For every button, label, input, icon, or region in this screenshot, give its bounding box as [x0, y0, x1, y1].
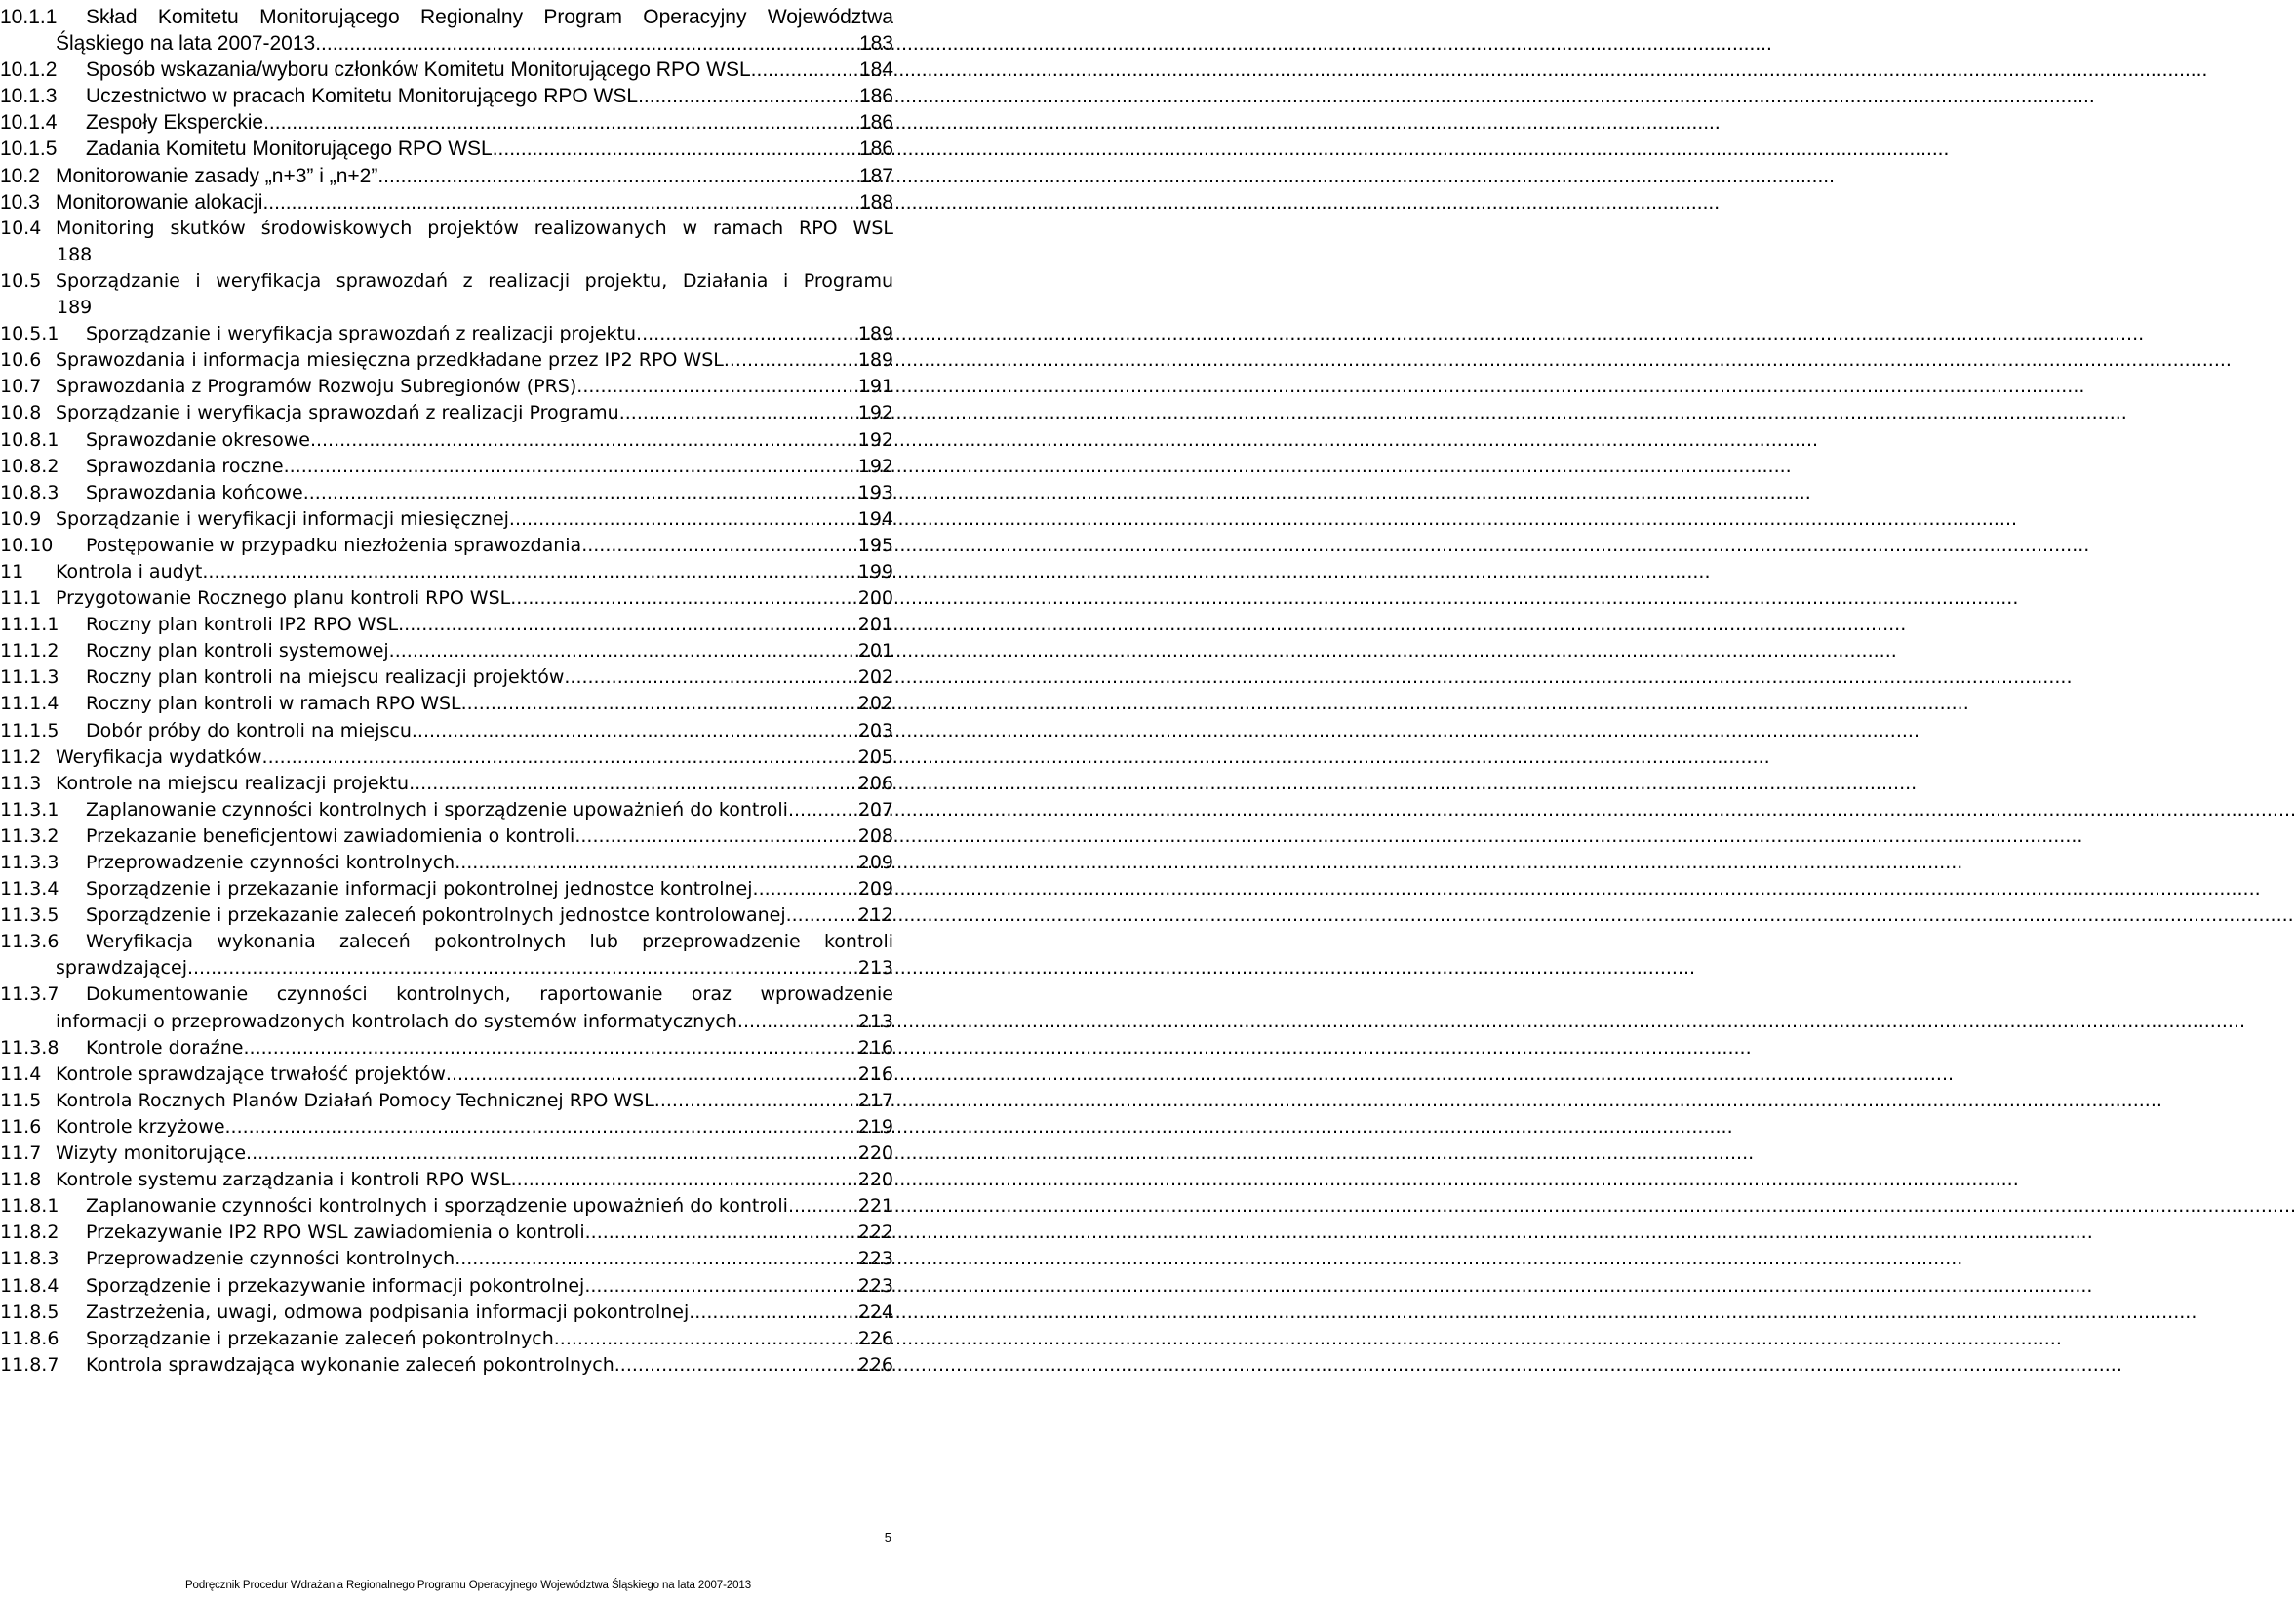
toc-entry[interactable] [0, 850, 893, 876]
toc-leader-dots [412, 718, 856, 744]
toc-leader-dots [455, 1246, 856, 1272]
toc-entry-title: Sporządzenie i przekazanie zaleceń pokontrolnych jednostce kontrolowanej [86, 904, 786, 927]
toc-entry-title: Sposób wskazania/wyboru członków Komitetu Monitorującego RPO WSL [86, 59, 751, 82]
toc-entry[interactable] [0, 585, 893, 612]
toc-entry-number: 11.8.6 [0, 1327, 59, 1349]
toc-entry-number: 10.8 [0, 402, 42, 424]
toc-leader-dots [244, 1035, 856, 1062]
toc-leader-dots [751, 57, 857, 83]
toc-entry-number: 11.1.4 [0, 693, 59, 715]
toc-entry-page: 183 [858, 32, 893, 56]
toc-entry-number: 11.3.2 [0, 824, 59, 847]
toc-entry-number: 11.1.5 [0, 719, 59, 741]
toc-leader-dots [576, 374, 855, 400]
toc-entry[interactable] [0, 1300, 893, 1326]
toc-entry-number: 11.8.7 [0, 1353, 59, 1376]
toc-entry-title: Roczny plan kontroli na miejscu realizacji projektów [86, 666, 565, 689]
toc-entry-title: Roczny plan kontroli IP2 RPO WSL [86, 614, 399, 636]
toc-entry-number: 10.8.1 [0, 428, 59, 451]
toc-entry-number: 11.5 [0, 1089, 42, 1111]
toc-entry[interactable] [0, 929, 893, 982]
toc-entry-page: 209 [857, 878, 893, 901]
toc-leader-dots [493, 136, 857, 162]
toc-entry-title: Przeprowadzenie czynności kontrolnych [86, 852, 455, 873]
toc-leader-dots [788, 797, 856, 823]
toc-entry-number: 11.3 [0, 772, 42, 794]
toc-entry-number: 11.1.2 [0, 640, 59, 662]
toc-entry-page: 191 [857, 376, 893, 398]
toc-entry[interactable] [0, 902, 893, 929]
toc-leader-dots [638, 83, 857, 109]
toc-entry-page: 189 [857, 323, 893, 345]
toc-leader-dots [409, 771, 856, 797]
toc-entry[interactable] [0, 559, 893, 585]
toc-entry-title: Zaplanowanie czynności kontrolnych i sporządzenie upoważnień do kontroli [86, 1195, 788, 1218]
toc-leader-dots [574, 823, 855, 850]
toc-entry-title: Sporządzanie i weryfikacja sprawozdań z realizacji Programu [56, 402, 619, 424]
toc-entry-number: 10.1.4 [0, 111, 58, 135]
toc-entry-page: 188 [858, 190, 893, 214]
toc-entry[interactable] [0, 427, 893, 454]
toc-entry-number: 11 [0, 560, 24, 582]
toc-entry-title: Roczny plan kontroli systemowej [86, 640, 389, 662]
toc-entry[interactable] [0, 718, 893, 744]
toc-entry-page: 220 [857, 1142, 893, 1165]
toc-entry-number: 11.3.1 [0, 798, 59, 821]
toc-entry[interactable] [0, 374, 893, 400]
toc-entry-number: 10.8.3 [0, 481, 59, 503]
toc-entry-title: Uczestnictwo w pracach Komitetu Monitorującego RPO WSL [86, 85, 639, 108]
toc-entry-number: 11.1.1 [0, 614, 59, 636]
toc-entry[interactable] [0, 771, 893, 797]
toc-leader-dots [786, 902, 856, 929]
toc-entry[interactable] [0, 321, 893, 347]
toc-entry-title: Zaplanowanie czynności kontrolnych i sporządzenie upoważnień do kontroli [86, 798, 788, 821]
toc-entry-title: Sporządzenie i przekazywanie informacji pokontrolnej [86, 1274, 585, 1297]
toc-entry-title: Kontrola Rocznych Planów Działań Pomocy Technicznej RPO WSL [56, 1089, 654, 1111]
toc-entry-number: 11.3.5 [0, 904, 59, 927]
toc-entry-number: 11.1 [0, 587, 42, 610]
toc-entry-title: Kontrole doraźne [86, 1036, 244, 1059]
toc-entry[interactable] [0, 347, 893, 374]
toc-entry-number: 11.3.4 [0, 878, 59, 901]
toc-entry[interactable] [0, 876, 893, 902]
toc-entry-page: 223 [857, 1248, 893, 1270]
toc-entry-page: 186 [858, 138, 893, 161]
toc-entry-page: 189 [57, 297, 93, 319]
toc-entry-page: 208 [857, 824, 893, 847]
toc-leader-dots [262, 744, 856, 771]
toc-entry-page: 192 [857, 428, 893, 451]
toc-leader-dots [262, 189, 857, 216]
toc-leader-dots [654, 1088, 856, 1114]
toc-entry-title: Kontrole systemu zarządzania i kontroli RPO WSL [56, 1169, 511, 1191]
toc-leader-dots [455, 850, 856, 876]
toc-entry-page: 186 [858, 111, 893, 135]
toc-entry-page: 201 [857, 640, 893, 662]
toc-leader-dots [554, 1326, 856, 1352]
toc-entry-title: Sporządzanie i weryfikacji informacji miesięcznej [56, 507, 509, 530]
toc-leader-dots [303, 480, 856, 506]
toc-entry-number: 11.8.5 [0, 1301, 59, 1323]
toc-entry-title: Roczny plan kontroli w ramach RPO WSL [86, 693, 461, 715]
toc-entry-title-continued: sprawdzającej [56, 957, 187, 980]
toc-entry-title: Weryfikacja wydatków [56, 745, 262, 768]
toc-entry-number: 10.8.2 [0, 455, 59, 477]
toc-entry-page: 205 [857, 745, 893, 768]
toc-leader-dots [315, 30, 857, 57]
toc-leader-dots [788, 1193, 856, 1220]
toc-entry-page: 192 [857, 455, 893, 477]
toc-entry-title: Postępowanie w przypadku niezłożenia sprawozdania [86, 534, 582, 556]
toc-entry-title: Sprawozdanie okresowe [86, 428, 310, 451]
toc-entry[interactable] [0, 57, 893, 83]
toc-entry-title: Monitorowanie zasady „n+3” i „n+2” [56, 164, 378, 187]
toc-entry[interactable] [0, 1035, 893, 1062]
toc-entry-page: 224 [857, 1301, 893, 1323]
toc-entry-page: 187 [858, 164, 893, 187]
toc-leader-dots [225, 1114, 856, 1141]
toc-entry-title: Zadania Komitetu Monitorującego RPO WSL [86, 138, 493, 161]
toc-entry-number: 10.4 [0, 217, 42, 239]
toc-leader-dots [581, 533, 856, 559]
toc-entry-page: 217 [857, 1089, 893, 1111]
toc-entry-title: Przekazywanie IP2 RPO WSL zawiadomienia o kontroli [86, 1222, 585, 1244]
toc-leader-dots [636, 321, 856, 347]
toc-entry-title: Sprawozdania roczne [86, 455, 284, 477]
toc-entry-number: 10.5.1 [0, 323, 59, 345]
toc-leader-dots [246, 1141, 856, 1167]
toc-entry-number: 11.4 [0, 1062, 42, 1085]
toc-entry-page: 221 [857, 1195, 893, 1218]
toc-entry-page: 193 [857, 481, 893, 503]
toc-entry-page: 194 [857, 507, 893, 530]
toc-entry-title: Kontrole sprawdzające trwałość projektów [56, 1062, 446, 1085]
toc-entry-number: 10.9 [0, 507, 42, 530]
toc-leader-dots [461, 691, 856, 717]
toc-entry-page: 203 [857, 719, 893, 741]
toc-leader-dots [724, 347, 856, 374]
toc-entry-page: 226 [857, 1327, 893, 1349]
toc-entry-title: Kontrole krzyżowe [56, 1115, 225, 1138]
toc-entry-page: 201 [857, 614, 893, 636]
toc-entry[interactable] [0, 823, 893, 850]
toc-entry-number: 10.5 [0, 269, 42, 292]
toc-entry-number: 11.3.6 [0, 931, 59, 953]
toc-entry-number: 10.7 [0, 376, 42, 398]
toc-entry[interactable] [0, 744, 893, 771]
toc-entry-title: Zastrzeżenia, uwagi, odmowa podpisania informacji pokontrolnej [86, 1301, 690, 1323]
toc-entry-number: 10.1.1 [0, 6, 58, 28]
toc-entry-number: 11.3.7 [0, 983, 59, 1006]
toc-entry-title: Dokumentowanie czynności kontrolnych, raportowanie oraz wprowadzenie [86, 983, 893, 1006]
toc-entry-page: 195 [857, 534, 893, 556]
toc-entry[interactable] [0, 189, 893, 216]
toc-entry-number: 10.10 [0, 534, 54, 556]
toc-entry-page: 200 [857, 587, 893, 610]
toc-entry[interactable] [0, 506, 893, 533]
toc-entry-number: 11.8.3 [0, 1248, 59, 1270]
toc-entry[interactable] [0, 1088, 893, 1114]
toc-entry-number: 10.6 [0, 349, 42, 372]
toc-entry-page: 184 [858, 59, 893, 82]
toc-entry[interactable] [0, 1062, 893, 1088]
toc-entry-page: 212 [857, 904, 893, 927]
page-number: 5 [884, 1530, 891, 1544]
toc-entry-number: 10.1.5 [0, 138, 58, 161]
toc-leader-dots [377, 163, 857, 189]
toc-entry-page: 216 [857, 1036, 893, 1059]
toc-entry-number: 11.6 [0, 1115, 42, 1138]
toc-entry-number: 11.3.3 [0, 852, 59, 873]
toc-leader-dots [619, 400, 856, 426]
toc-entry-page: 207 [857, 798, 893, 821]
toc-leader-dots [446, 1062, 856, 1088]
toc-leader-dots [187, 955, 856, 982]
toc-leader-dots [389, 638, 856, 664]
toc-entry-title: Przeprowadzenie czynności kontrolnych [86, 1248, 455, 1270]
toc-entry-title: Sprawozdania końcowe [86, 481, 303, 503]
toc-entry[interactable] [0, 1246, 893, 1272]
toc-entry-number: 11.8.4 [0, 1274, 59, 1297]
toc-entry-number: 11.8 [0, 1169, 42, 1191]
toc-entry[interactable] [0, 216, 893, 268]
toc-entry-title: Sporządzanie i przekazanie zaleceń pokontrolnych [86, 1327, 554, 1349]
toc-entry-number: 10.2 [0, 164, 40, 187]
toc-entry-number: 10.3 [0, 190, 40, 214]
toc-entry[interactable] [0, 83, 893, 109]
toc-entry-page: 199 [857, 560, 893, 582]
toc-entry-number: 11.2 [0, 745, 42, 768]
toc-entry[interactable] [0, 4, 893, 57]
toc-entry[interactable] [0, 1326, 893, 1352]
toc-entry-page: 202 [857, 693, 893, 715]
toc-leader-dots [310, 427, 856, 454]
toc-entry[interactable] [0, 109, 893, 136]
toc-entry[interactable] [0, 1141, 893, 1167]
toc-leader-dots [753, 876, 856, 902]
toc-entry[interactable] [0, 1114, 893, 1141]
toc-entry[interactable] [0, 480, 893, 506]
toc-leader-dots [614, 1352, 856, 1379]
toc-entry-page: 226 [857, 1353, 893, 1376]
toc-entry-number: 11.8.1 [0, 1195, 59, 1218]
toc-entry-title: Sporządzanie i weryfikacja sprawozdań z realizacji projektu [86, 323, 637, 345]
toc-entry-page: 202 [857, 666, 893, 689]
toc-entry-page: 209 [857, 852, 893, 873]
toc-entry-title: Kontrola sprawdzająca wykonanie zaleceń pokontrolnych [86, 1353, 614, 1376]
toc-entry[interactable] [0, 400, 893, 426]
toc-entry-page: 206 [857, 772, 893, 794]
toc-entry[interactable] [0, 982, 893, 1034]
toc-leader-dots [689, 1300, 855, 1326]
toc-entry-title-continued: informacji o przeprowadzonych kontrolach do systemów informatycznych [56, 1010, 737, 1032]
toc-entry[interactable] [0, 797, 893, 823]
toc-entry[interactable] [0, 1352, 893, 1379]
toc-entry-number: 11.1.3 [0, 666, 59, 689]
toc-leader-dots [564, 664, 855, 691]
toc-entry[interactable] [0, 638, 893, 664]
toc-entry-title: Monitoring skutków środowiskowych projektów realizowanych w ramach RPO WSL [56, 217, 893, 239]
toc-entry[interactable] [0, 664, 893, 691]
toc-entry-number: 11.7 [0, 1142, 42, 1165]
toc-entry-title: Wizyty monitorujące [56, 1142, 247, 1165]
toc-leader-dots [202, 559, 855, 585]
table-of-contents [0, 4, 893, 1379]
toc-entry-page: 189 [857, 349, 893, 372]
toc-leader-dots [398, 612, 856, 638]
toc-entry-page: 216 [857, 1062, 893, 1085]
toc-entry-number: 11.3.8 [0, 1036, 59, 1059]
toc-entry-number: 11.8.2 [0, 1222, 59, 1244]
toc-leader-dots [584, 1273, 855, 1300]
toc-entry-title: Sporządzenie i przekazanie informacji pokontrolnej jednostce kontrolnej [86, 878, 753, 901]
page-footer: Podręcznik Procedur Wdrażania Regionalnego Programu Operacyjnego Województwa Śląskiego na lata 2007-2013 [184, 1580, 752, 1591]
toc-entry-title: Zespoły Eksperckie [86, 111, 264, 135]
toc-entry[interactable] [0, 136, 893, 162]
toc-entry-page: 223 [857, 1274, 893, 1297]
toc-entry-title: Sprawozdania z Programów Rozwoju Subregionów (PRS) [56, 376, 577, 398]
toc-entry[interactable] [0, 1220, 893, 1246]
toc-entry-page: 192 [857, 402, 893, 424]
toc-leader-dots [737, 1009, 856, 1035]
toc-entry[interactable] [0, 612, 893, 638]
toc-entry-page: 222 [857, 1222, 893, 1244]
toc-leader-dots [511, 1167, 856, 1193]
toc-entry-page: 186 [858, 85, 893, 108]
toc-entry-page: 213 [857, 1010, 893, 1032]
toc-entry-title: Skład Komitetu Monitorującego Regionalny Program Operacyjny Województwa [86, 6, 893, 28]
toc-leader-dots [509, 506, 856, 533]
toc-entry[interactable] [0, 691, 893, 717]
toc-entry-title: Weryfikacja wykonania zaleceń pokontrolnych lub przeprowadzenie kontroli [86, 931, 893, 953]
toc-entry-number: 10.1.3 [0, 85, 58, 108]
toc-entry-title: Sprawozdania i informacja miesięczna przedkładane przez IP2 RPO WSL [56, 349, 724, 372]
toc-entry-title: Przygotowanie Rocznego planu kontroli RPO WSL [56, 587, 511, 610]
toc-leader-dots [263, 109, 857, 136]
toc-entry-title: Dobór próby do kontroli na miejscu [86, 719, 412, 741]
toc-entry-title: Przekazanie beneficjentowi zawiadomienia o kontroli [86, 824, 575, 847]
toc-entry[interactable] [0, 533, 893, 559]
toc-entry[interactable] [0, 163, 893, 189]
toc-leader-dots [284, 454, 856, 480]
toc-entry-title: Sporządzanie i weryfikacja sprawozdań z realizacji projektu, Działania i Programu [56, 269, 893, 292]
toc-entry-page: 220 [857, 1169, 893, 1191]
toc-entry-page: 219 [857, 1115, 893, 1138]
toc-entry-page: 213 [857, 957, 893, 980]
toc-entry[interactable] [0, 454, 893, 480]
toc-entry-title: Monitorowanie alokacji [56, 190, 263, 214]
toc-leader-dots [585, 1220, 856, 1246]
toc-entry-number: 10.1.2 [0, 59, 58, 82]
toc-entry-title: Kontrola i audyt [56, 560, 203, 582]
toc-entry[interactable] [0, 1167, 893, 1193]
toc-entry-title: Kontrole na miejscu realizacji projektu [56, 772, 410, 794]
toc-entry[interactable] [0, 268, 893, 321]
toc-entry-title-continued: Śląskiego na lata 2007-2013 [56, 32, 316, 56]
toc-entry[interactable] [0, 1193, 893, 1220]
toc-leader-dots [510, 585, 855, 612]
toc-entry-page: 188 [57, 243, 93, 265]
toc-entry[interactable] [0, 1273, 893, 1300]
